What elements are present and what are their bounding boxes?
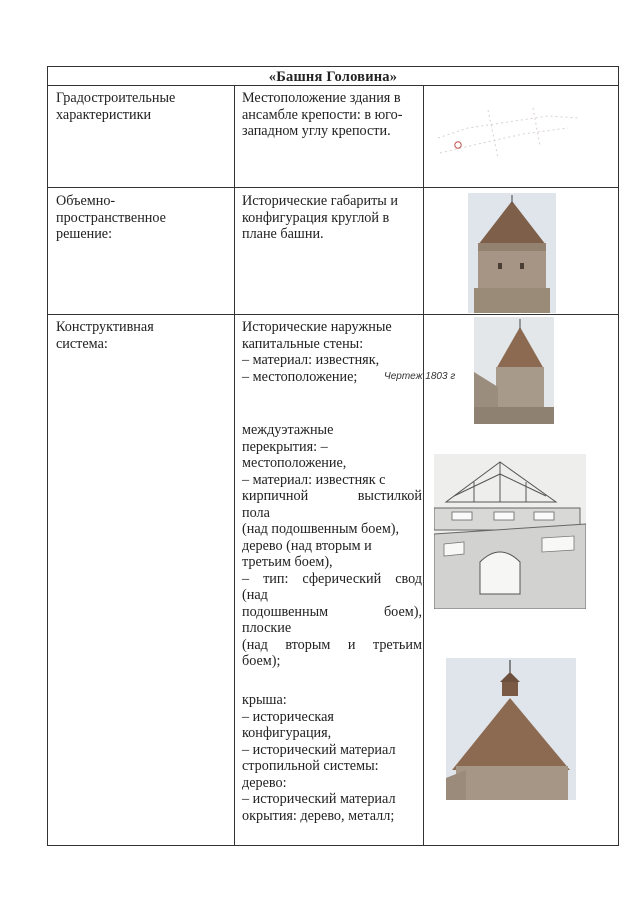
column-divider [423,85,424,845]
roof-description: крыша: – историческая конфигурация, – исторический материал стропильной системы: дерево: – исторический материал окрытия: дерево, металл; [242,692,396,824]
table-title: «Башня Головина» [268,69,398,85]
floors-description: междуэтажные перекрытия: – местоположение, – материал: известняк с кирпичной выстилкой пола (над подошвенным боем), дерево (над вторым и третьим боем), – тип: сферический свод (над подошвенным боем), плоские (над вторым и третьим боем); [242,422,422,669]
column-divider [234,85,235,845]
site-plan-image [428,98,588,173]
walls-description: Исторические наружные капитальные стены: – материал: известняк, – местоположение; [242,319,392,385]
row1-description: Местоположение здания в ансамбле крепости: в юго- западном углу крепости. [242,90,403,139]
row-divider [48,85,618,86]
row-divider [48,314,618,315]
location-marker-icon [455,142,461,148]
tower-photo-1 [468,193,556,313]
tower-roof-photo [446,658,576,800]
row3-label: Конструктивная система: [56,319,154,352]
row2-label: Объемно- пространственное решение: [56,193,166,242]
drawing-1803-image [434,454,586,609]
drawing-caption: Чертеж 1803 г [384,371,456,382]
row2-description: Исторические габариты и конфигурация круглой в плане башни. [242,193,398,242]
row1-label: Градостроительные характеристики [56,90,176,123]
row-divider [48,187,618,188]
tower-photo-2 [474,317,554,424]
